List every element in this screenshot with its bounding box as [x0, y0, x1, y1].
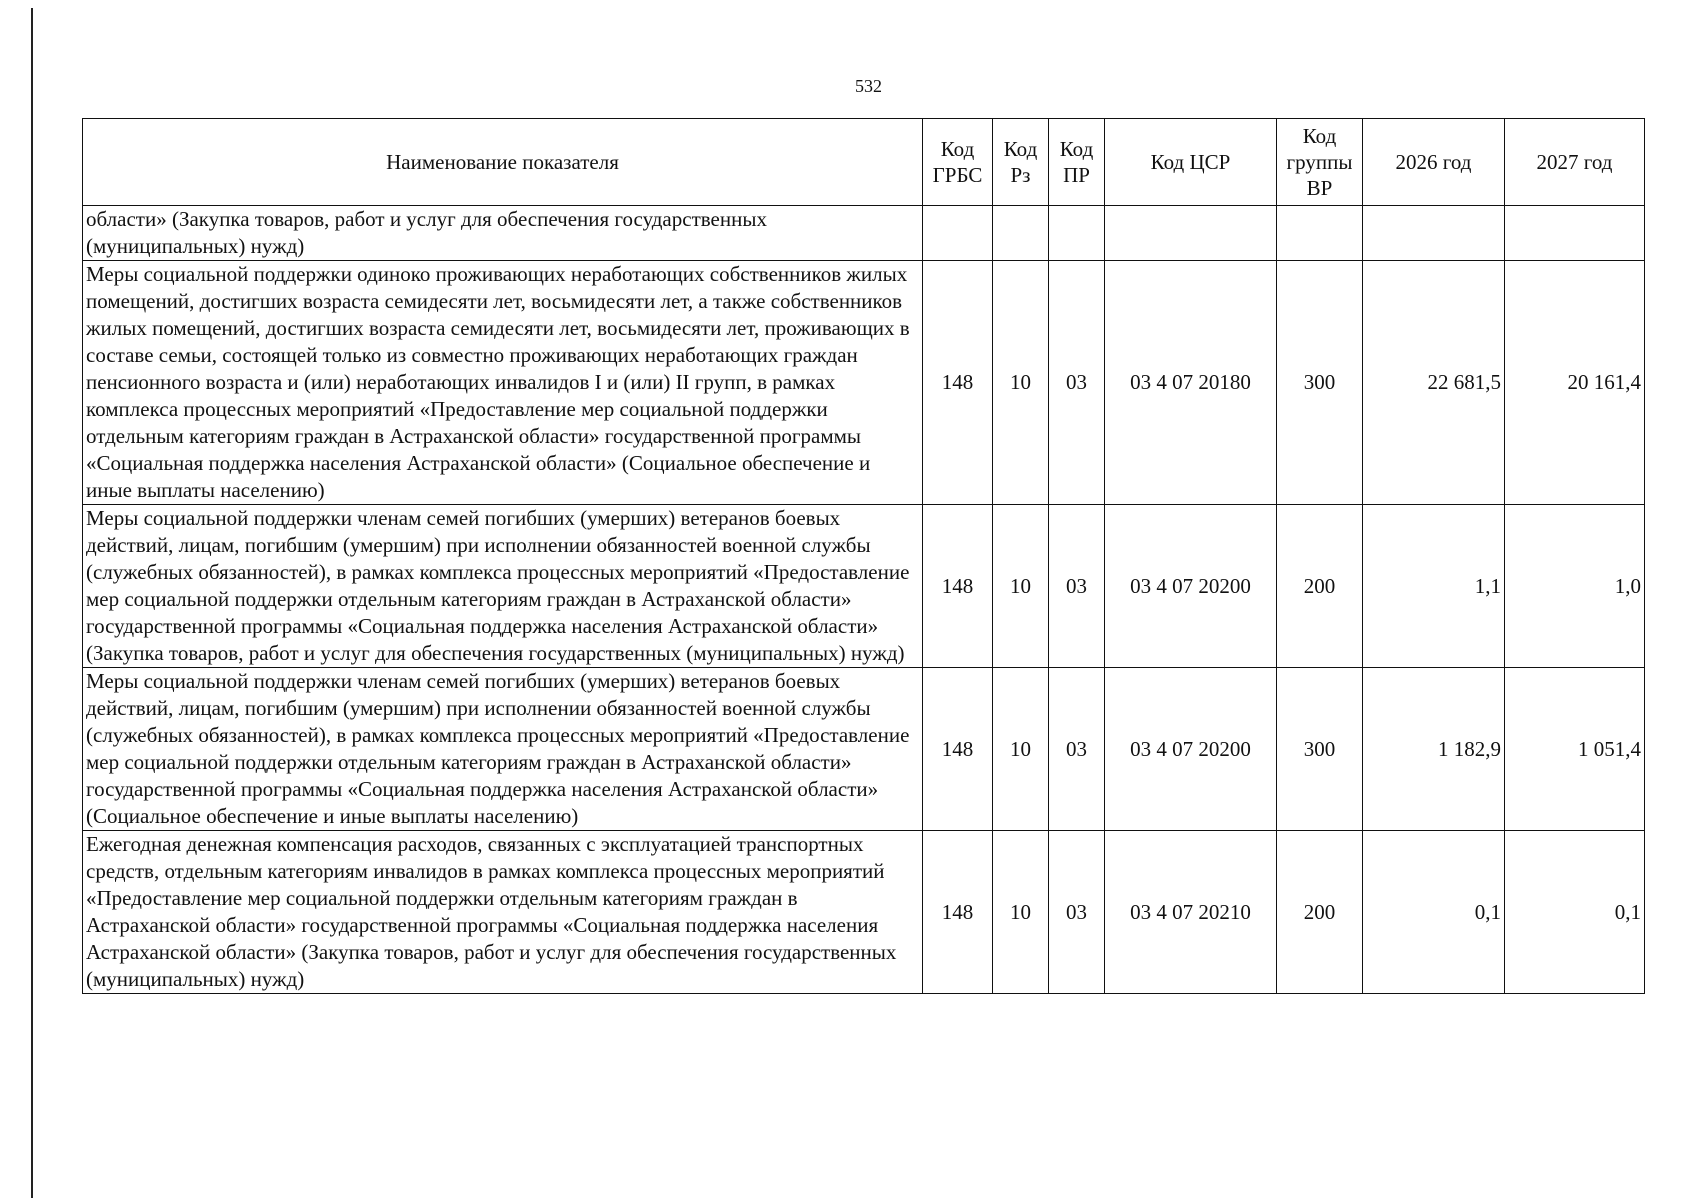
cell-vr: [1277, 206, 1363, 261]
header-vr: Код группы ВР: [1277, 119, 1363, 206]
page-margin-line: [31, 8, 33, 1198]
cell-2026: 1,1: [1363, 505, 1505, 668]
table-row: [83, 831, 1645, 994]
cell-vr: 200: [1277, 505, 1363, 668]
cell-rz: 10: [993, 505, 1049, 668]
header-grbs: Код ГРБС: [923, 119, 993, 206]
cell-vr: 200: [1277, 831, 1363, 994]
cell-pr: 03: [1049, 505, 1105, 668]
cell-2027: 20 161,4: [1505, 261, 1645, 505]
table-row: [83, 261, 1645, 505]
cell-csr: 03 4 07 20210: [1105, 831, 1277, 994]
cell-csr: 03 4 07 20180: [1105, 261, 1277, 505]
cell-grbs: 148: [923, 261, 993, 505]
cell-pr: 03: [1049, 668, 1105, 831]
cell-vr: 300: [1277, 668, 1363, 831]
cell-vr: 300: [1277, 261, 1363, 505]
cell-name: области» (Закупка товаров, работ и услуг для обеспечения государственных (муниципальных) нужд): [83, 206, 923, 261]
cell-2026: 1 182,9: [1363, 668, 1505, 831]
cell-rz: 10: [993, 831, 1049, 994]
cell-2026: [1363, 206, 1505, 261]
header-2027: 2027 год: [1505, 119, 1645, 206]
cell-rz: [993, 206, 1049, 261]
cell-name: Меры социальной поддержки членам семей погибших (умерших) ветеранов боевых действий, лицам, погибшим (умершим) при исполнении обязанностей военной службы (служебных обязанностей), в рамках комплекса процессных мероприятий «Предоставление мер социальной поддержки отдельным категориям граждан в Астраханской области» государственной программы «Социальная поддержка населения Астраханской области» (Закупка товаров, работ и услуг для обеспечения государственных (муниципальных) нужд): [83, 505, 923, 668]
cell-2026: 22 681,5: [1363, 261, 1505, 505]
table-row: [83, 505, 1645, 668]
cell-rz: 10: [993, 261, 1049, 505]
cell-name: Меры социальной поддержки одиноко проживающих неработающих собственников жилых помещений, достигших возраста семидесяти лет, восьмидесяти лет, а также собственников жилых помещений, достигших возраста семидесяти лет, восьмидесяти лет, проживающих в составе семьи, состоящей только из совместно проживающих неработающих граждан пенсионного возраста и (или) неработающих инвалидов I и (или) II групп, в рамках комплекса процессных мероприятий «Предоставление мер социальной поддержки отдельным категориям граждан в Астраханской области» государственной программы «Социальная поддержка населения Астраханской области» (Социальное обеспечение и иные выплаты населению): [83, 261, 923, 505]
cell-csr: 03 4 07 20200: [1105, 505, 1277, 668]
cell-2027: 0,1: [1505, 831, 1645, 994]
cell-2027: [1505, 206, 1645, 261]
table-header-row: [83, 119, 1645, 206]
cell-grbs: 148: [923, 831, 993, 994]
cell-grbs: [923, 206, 993, 261]
cell-2027: 1,0: [1505, 505, 1645, 668]
cell-csr: [1105, 206, 1277, 261]
cell-grbs: 148: [923, 668, 993, 831]
cell-2027: 1 051,4: [1505, 668, 1645, 831]
cell-2026: 0,1: [1363, 831, 1505, 994]
cell-name: Меры социальной поддержки членам семей погибших (умерших) ветеранов боевых действий, лицам, погибшим (умершим) при исполнении обязанностей военной службы (служебных обязанностей), в рамках комплекса процессных мероприятий «Предоставление мер социальной поддержки отдельным категориям граждан в Астраханской области» государственной программы «Социальная поддержка населения Астраханской области» (Социальное обеспечение и иные выплаты населению): [83, 668, 923, 831]
cell-rz: 10: [993, 668, 1049, 831]
cell-name: Ежегодная денежная компенсация расходов, связанных с эксплуатацией транспортных средств, отдельным категориям инвалидов в рамках комплекса процессных мероприятий «Предоставление мер социальной поддержки отдельным категориям граждан в Астраханской области» государственной программы «Социальная поддержка населения Астраханской области» (Закупка товаров, работ и услуг для обеспечения государственных (муниципальных) нужд): [83, 831, 923, 994]
header-csr: Код ЦСР: [1105, 119, 1277, 206]
cell-grbs: 148: [923, 505, 993, 668]
header-pr: Код ПР: [1049, 119, 1105, 206]
page-number: 532: [855, 76, 882, 96]
cell-pr: [1049, 206, 1105, 261]
budget-table: [82, 118, 1645, 994]
header-name: Наименование показателя: [83, 119, 923, 206]
header-rz: Код Рз: [993, 119, 1049, 206]
table-row: [83, 668, 1645, 831]
cell-pr: 03: [1049, 261, 1105, 505]
cell-csr: 03 4 07 20200: [1105, 668, 1277, 831]
header-2026: 2026 год: [1363, 119, 1505, 206]
table-row: [83, 206, 1645, 261]
cell-pr: 03: [1049, 831, 1105, 994]
